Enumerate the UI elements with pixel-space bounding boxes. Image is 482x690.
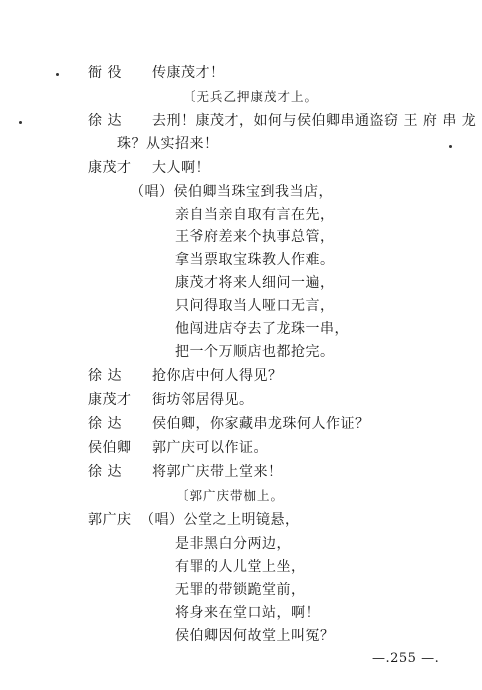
dialogue: 珠？从实招来！ [117,136,219,152]
dialogue: 是非黑白分两边， [175,536,291,552]
dialogue: 将郭广庆带上堂来！ [152,464,283,480]
dialogue: 街坊邻居得见。 [152,392,254,408]
dialogue: 王爷府差来个执事总管， [175,229,335,245]
dialogue: 抢你店中何人得见？ [152,368,283,384]
dialogue: 有罪的人儿堂上坐， [175,559,306,575]
speaker: 康茂才 [88,392,132,408]
dialogue: 拿当票取宝珠教人作难。 [175,252,335,268]
dialogue: 无罪的带锁跪堂前， [175,582,306,598]
dialogue: 郭广庆可以作证。 [152,440,268,456]
speaker: 徐 达 [88,464,122,480]
speaker: 郭广庆 [88,512,132,528]
dialogue: 大人啊！ [152,160,210,176]
speaker: 侯伯卿 [88,440,132,456]
margin-mark [19,121,22,124]
dialogue: 亲自当亲自取有言在先， [175,207,335,223]
dialogue: 把一个万顺店也都抢完。 [175,344,335,360]
dialogue: 只问得取当人哑口无言， [175,298,335,314]
dialogue: 去刑！康茂才，如何与侯伯卿串通盗窃 王 府 串 龙 [152,113,477,129]
page-number: —.255 —. [372,651,440,666]
speaker: 徐 达 [88,113,122,129]
dialogue: 〔无兵乙押康茂才上。 [183,89,319,104]
margin-mark [56,73,59,76]
speaker: 徐 达 [88,368,122,384]
dialogue: 将身来在堂口站，啊！ [175,605,320,621]
dialogue: 传康茂才！ [152,65,225,81]
speaker: 徐 达 [88,416,122,432]
dialogue: （唱）侯伯卿当珠宝到我当店， [130,184,333,200]
dialogue: 康茂才将来人细问一遍， [175,275,335,291]
dialogue: 他闯进店夺去了龙珠一串， [175,321,349,337]
speaker: 衙 役 [88,65,122,81]
dialogue: 〔郭广庆带枷上。 [176,488,285,503]
dialogue: （唱）公堂之上明镜悬， [140,512,300,528]
dialogue: 侯伯卿因何故堂上叫冤？ [175,628,335,644]
margin-mark [449,145,452,148]
dialogue: 侯伯卿，你家藏串龙珠何人作证？ [152,416,370,432]
speaker: 康茂才 [88,160,132,176]
